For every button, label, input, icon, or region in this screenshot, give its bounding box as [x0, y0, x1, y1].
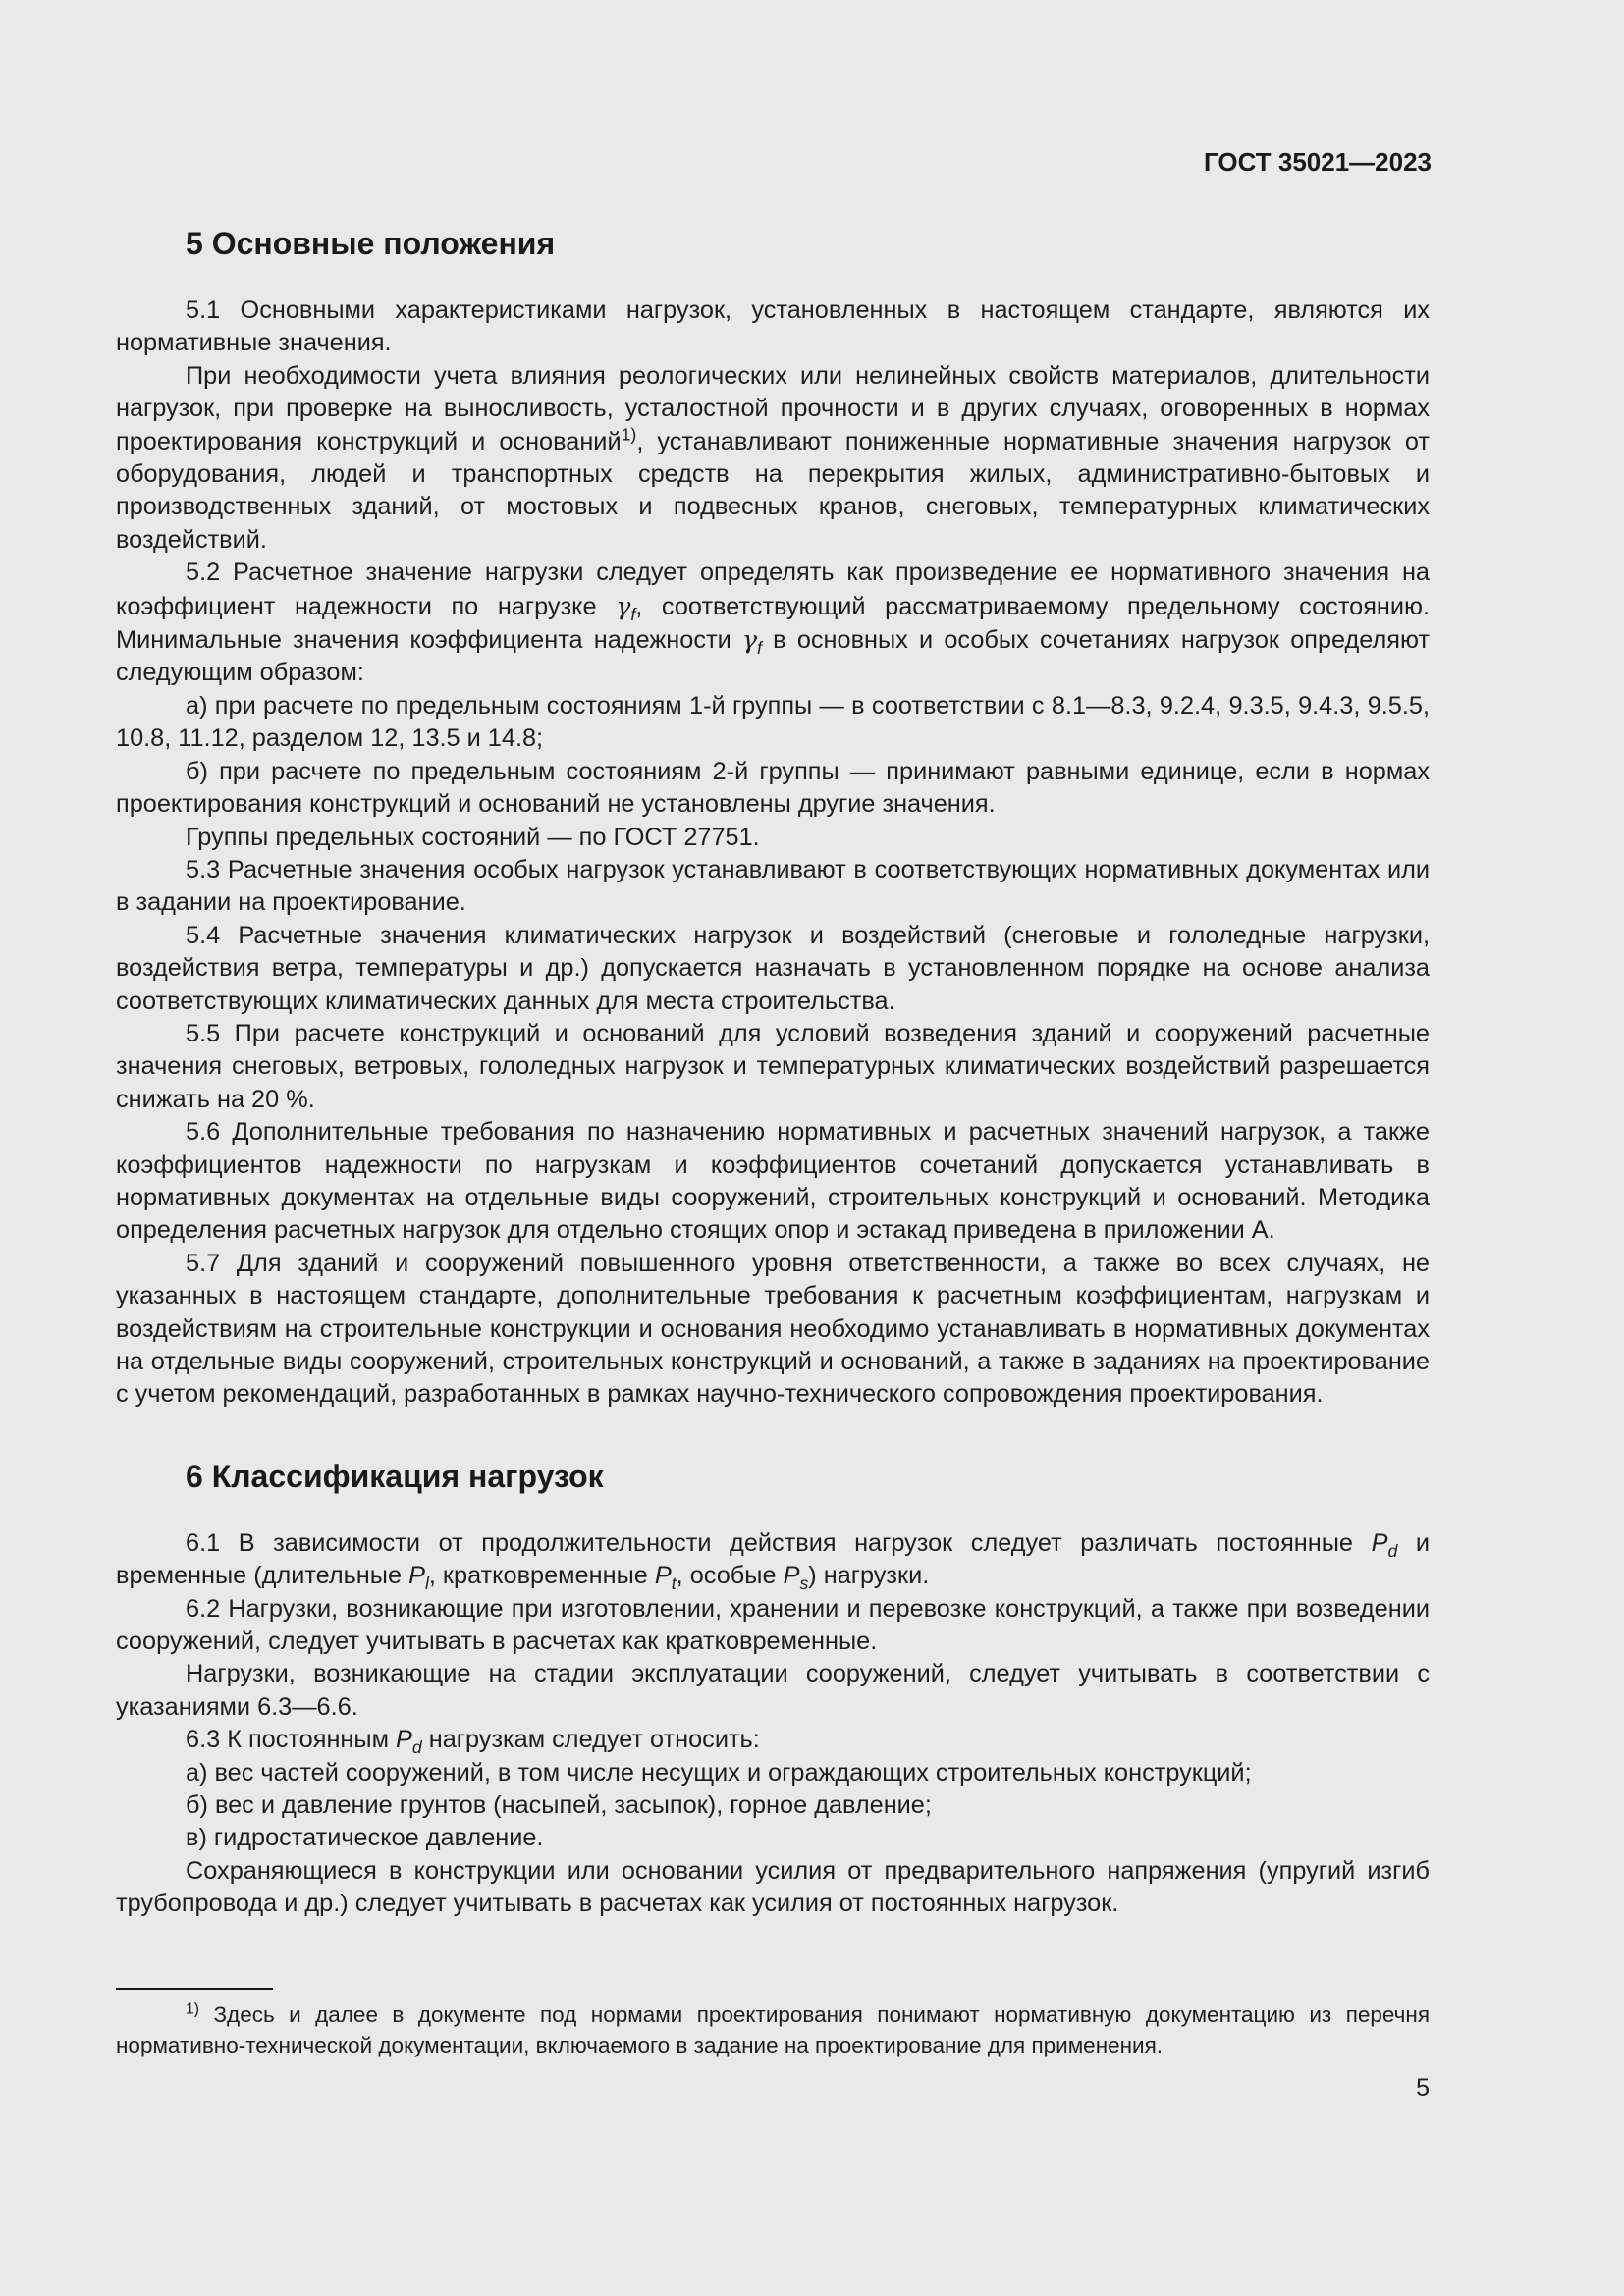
paragraph-6-2-continuation: Нагрузки, возникающие на стадии эксплуатации сооружений, следует учитывать в соответствии с указаниями 6.3—6.6.: [116, 1660, 1430, 1721]
paragraph-5-2-groups: Группы предельных состояний — по ГОСТ 27751.: [186, 823, 760, 851]
list-item-5-2-a: а) при расчете по предельным состояниям 1-й группы — в соответствии с 8.1—8.3, 9.2.4, 9.3.5, 9.4.3, 9.5.5, 10.8, 11.12, разделом 12, 13.5 и 14.8;: [116, 691, 1430, 753]
paragraph-5-7: 5.7 Для зданий и сооружений повышенного уровня ответственности, а также во всех случаях, не указанных в настоящем стандарте, дополнительные требования к расчетным коэффициентам, нагрузкам и воздействиям на строительные конструкции и основания необходимо устанавливать в нормативных документах на отдельные виды сооружений, строительных конструкций и оснований, а также в заданиях на проектирование с учетом рекомендаций, разработанных в рамках научно-технического сопровождения проектирования.: [116, 1249, 1430, 1409]
document-code-header: ГОСТ 35021—2023: [1204, 147, 1432, 177]
section-6-title: 6 Классификация нагрузок: [186, 1458, 604, 1494]
paragraph-5-1: 5.1 Основными характеристиками нагрузок, установленных в настоящем стандарте, являются их нормативные значения.: [116, 296, 1430, 357]
paragraph-6-1: 6.1 В зависимости от продолжительности действия нагрузок следует различать постоянные $P_d$ и временные (длительные $P_l$, кратковременные $P_t$, особые $P_s$) нагрузки.: [116, 1528, 1430, 1594]
paragraph-5-4: 5.4 Расчетные значения климатических нагрузок и воздействий (снеговые и гололедные нагрузки, воздействия ветра, температуры и др.) допускается назначать в установленном порядке на основе анализа соответствующих климатических данных для места строительства.: [116, 921, 1430, 1015]
paragraph-5-3: 5.3 Расчетные значения особых нагрузок устанавливают в соответствующих нормативных документах или в задании на проектирование.: [116, 855, 1430, 917]
list-item-5-2-b: б) при расчете по предельным состояниям 2-й группы — принимают равными единице, если в нормах проектирования конструкций и оснований не установлены другие значения.: [116, 757, 1430, 819]
paragraph-6-3: 6.3 К постоянным $P_d$ нагрузкам следует относить:: [186, 1726, 760, 1758]
paragraph-5-6: 5.6 Дополнительные требования по назначению нормативных и расчетных значений нагрузок, а также коэффициентов надежности по нагрузкам и коэффициентов сочетаний допускается устанавливать в нормативных документах на отдельные виды сооружений, строительных конструкций и оснований. Методика определения расчетных нагрузок для отдельно стоящих опор и эстакад приведена в приложении А.: [116, 1118, 1430, 1245]
paragraph-6-2: 6.2 Нагрузки, возникающие при изготовлении, хранении и перевозке конструкций, а также при возведении сооружений, следует учитывать в расчетах как кратковременные.: [116, 1594, 1430, 1656]
list-item-6-3-b: б) вес и давление грунтов (насыпей, засыпок), горное давление;: [186, 1791, 932, 1820]
paragraph-5-5: 5.5 При расчете конструкций и оснований для условий возведения зданий и сооружений расчетные значения снеговых, ветровых, гололедных нагрузок и температурных климатических воздействий разрешается снижать на 20 %.: [116, 1019, 1430, 1113]
paragraph-5-2: 5.2 Расчетное значение нагрузки следует определять как произведение ее нормативного значения на коэффициент надежности по нагрузке $\gamma_f$, соответствующий рассматриваемому предельному состоянию. Минимальные значения коэффициента надежности $\gamma_f$ в основных и особых сочетаниях нагрузок определяют следующим образом:: [116, 559, 1431, 687]
paragraph-6-3-prestress: Сохраняющиеся в конструкции или основании усилия от предварительного напряжения (упругий изгиб трубопровода и др.) следует учитывать в расчетах как усилия от постоянных нагрузок.: [116, 1856, 1430, 1918]
footnote-reference[interactable]: 1): [621, 424, 637, 445]
gamma-symbol: γ: [741, 625, 758, 655]
document-body: [116, 222, 1430, 1921]
paragraph-5-1-continuation: При необходимости учета влияния реологических или нелинейных свойств материалов, длительности нагрузок, при проверке на выносливость, усталостной прочности и в других случаях, оговоренных в нормах проектирования конструкций и оснований$^{1)}$, устанавливают пониженные нормативные значения нагрузок от оборудования, людей и транспортных средств на перекрытия жилых, административно-бытовых и производственных зданий, от мостовых и подвесных кранов, снеговых, температурных климатических воздействий.: [116, 361, 1430, 554]
footnote-divider: [116, 1988, 273, 1990]
list-item-6-3-c: в) гидростатическое давление.: [186, 1824, 544, 1852]
footnote: [116, 2000, 1430, 2060]
list-item-6-3-a: а) вес частей сооружений, в том числе несущих и ограждающих строительных конструкций;: [186, 1758, 1252, 1787]
page-number: 5: [1416, 2074, 1430, 2102]
footnote-marker: 1): [186, 2001, 200, 2018]
section-5-title: 5 Основные положения: [186, 226, 556, 261]
gamma-symbol: γ: [616, 591, 631, 620]
footnote-text: Здесь и далее в документе под нормами проектирования понимают нормативную документацию из перечня нормативно-технической документации, включаемого в задание на проектирование для применения.: [116, 2002, 1430, 2057]
